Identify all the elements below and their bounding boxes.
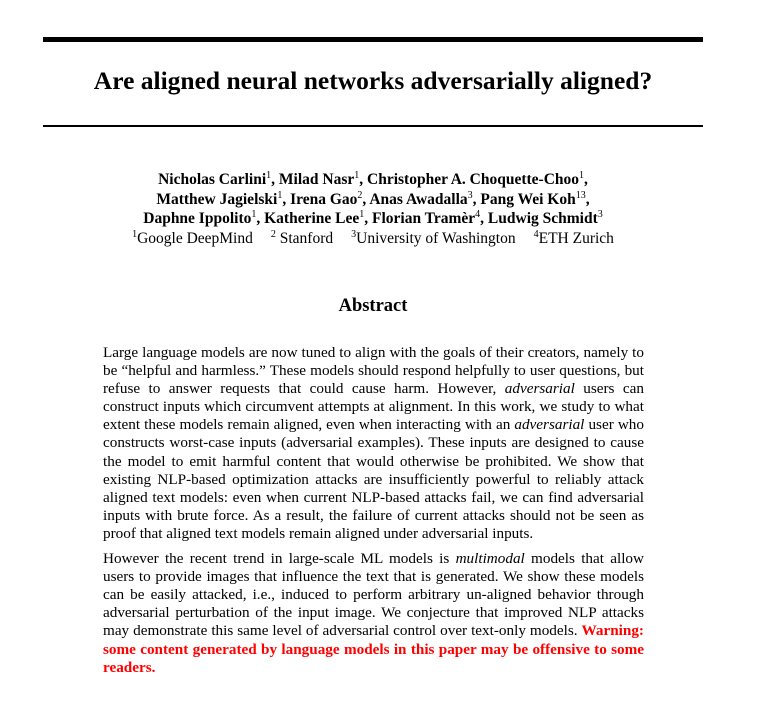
author-name: Daphne Ippolito: [143, 210, 252, 228]
affiliation-number: 2: [270, 228, 276, 240]
abstract-emphasis: adversarial: [504, 380, 575, 398]
affiliation-mark: 1: [579, 170, 585, 181]
abstract-heading: Abstract: [338, 296, 408, 316]
affiliation-mark: 3: [597, 209, 603, 221]
author-line: Matthew Jagielski$^1$, Irena Gao$^2$, Anas Awadalla$^3$, Pang Wei Koh$^{13}$,: [156, 189, 590, 208]
affiliation: $^1$Google DeepMind: [132, 228, 253, 247]
content-warning: Warning: some content generated by language models in this paper may be offensive to some readers.: [103, 622, 644, 676]
affiliation-mark: 1: [251, 209, 257, 221]
author-line: Nicholas Carlini$^1$, Milad Nasr$^1$, Christopher A. Choquette-Choo$^1$,: [158, 170, 588, 188]
abstract-emphasis: multimodal: [455, 550, 525, 568]
affiliations-line: [43, 229, 703, 249]
abstract-paragraph-2: [103, 550, 644, 677]
affiliation-number: 1: [132, 228, 138, 240]
affiliation: $^3$University of Washington: [351, 228, 516, 247]
abstract-text: However the recent trend in large-scale ML models is: [103, 550, 456, 568]
abstract-text: Large language models are now tuned to align with the goals of their creators, namely to be “helpful and harmless.” These models should respond helpfully to user questions, but refuse to answer requests that could cause harm. However,: [103, 344, 644, 398]
abstract-text: users can construct inputs which circumvent attempts at alignment. In this work, we study to what extent these models remain aligned, even when interacting with an: [103, 380, 644, 434]
affiliation-mark: 3: [467, 189, 473, 201]
affiliation: $^4$ETH Zurich: [533, 228, 614, 247]
title-rule-bottom: [43, 125, 703, 127]
title-rule-top: [43, 37, 703, 42]
author-name: Irena Gao: [290, 190, 358, 208]
abstract-emphasis: adversarial: [514, 416, 585, 434]
author-name: Matthew Jagielski: [156, 190, 278, 208]
affiliation-mark: 2: [357, 189, 363, 201]
author-name: Florian Tramèr: [372, 210, 476, 228]
affiliation-mark: 13: [575, 189, 586, 201]
author-name: Nicholas Carlini: [158, 171, 267, 188]
abstract-text: models that allow users to provide images that influence the text that is generated. We show these models can be easily attacked, i.e., induced to perform arbitrary un-aligned behavior through adversarial perturbation of the input image. We conjecture that improved NLP attacks may demonstrate this same level of adversarial control over text-only models.: [103, 550, 644, 640]
affiliation-mark: 1: [266, 170, 272, 181]
affiliation: $^2$ Stanford: [270, 228, 334, 247]
author-block: [43, 170, 703, 248]
author-name: Ludwig Schmidt: [487, 210, 598, 228]
affiliation-mark: 1: [359, 209, 365, 221]
affiliation-mark: 1: [354, 170, 360, 181]
affiliation-mark: 4: [475, 209, 481, 221]
author-name: Katherine Lee: [264, 210, 360, 228]
abstract-body: [103, 344, 644, 684]
affiliation-number: 4: [533, 228, 539, 240]
author-name: Milad Nasr: [278, 171, 355, 188]
author-name: Pang Wei Koh: [480, 190, 576, 208]
affiliation-number: 3: [351, 228, 357, 240]
abstract-paragraph-1: [103, 344, 644, 543]
abstract-text: user who constructs worst-case inputs (adversarial examples). These inputs are designed to cause the model to emit harmful content that would otherwise be prohibited. We show that existing NLP-based optimization attacks are insufficiently powerful to reliably attack aligned text models: even when current NLP-based attacks fail, we can find adversarial inputs with brute force. As a result, the failure of current attacks should not be seen as proof that aligned text models remain aligned under adversarial inputs.: [103, 416, 644, 542]
author-line: Daphne Ippolito$^1$, Katherine Lee$^1$, Florian Tramèr$^4$, Ludwig Schmidt$^3$: [143, 209, 603, 228]
author-name: Anas Awadalla: [369, 190, 468, 208]
author-name: Christopher A. Choquette-Choo: [367, 171, 580, 188]
affiliation-mark: 1: [277, 189, 283, 201]
paper-title: Are aligned neural networks adversarially aligned?: [93, 66, 653, 95]
